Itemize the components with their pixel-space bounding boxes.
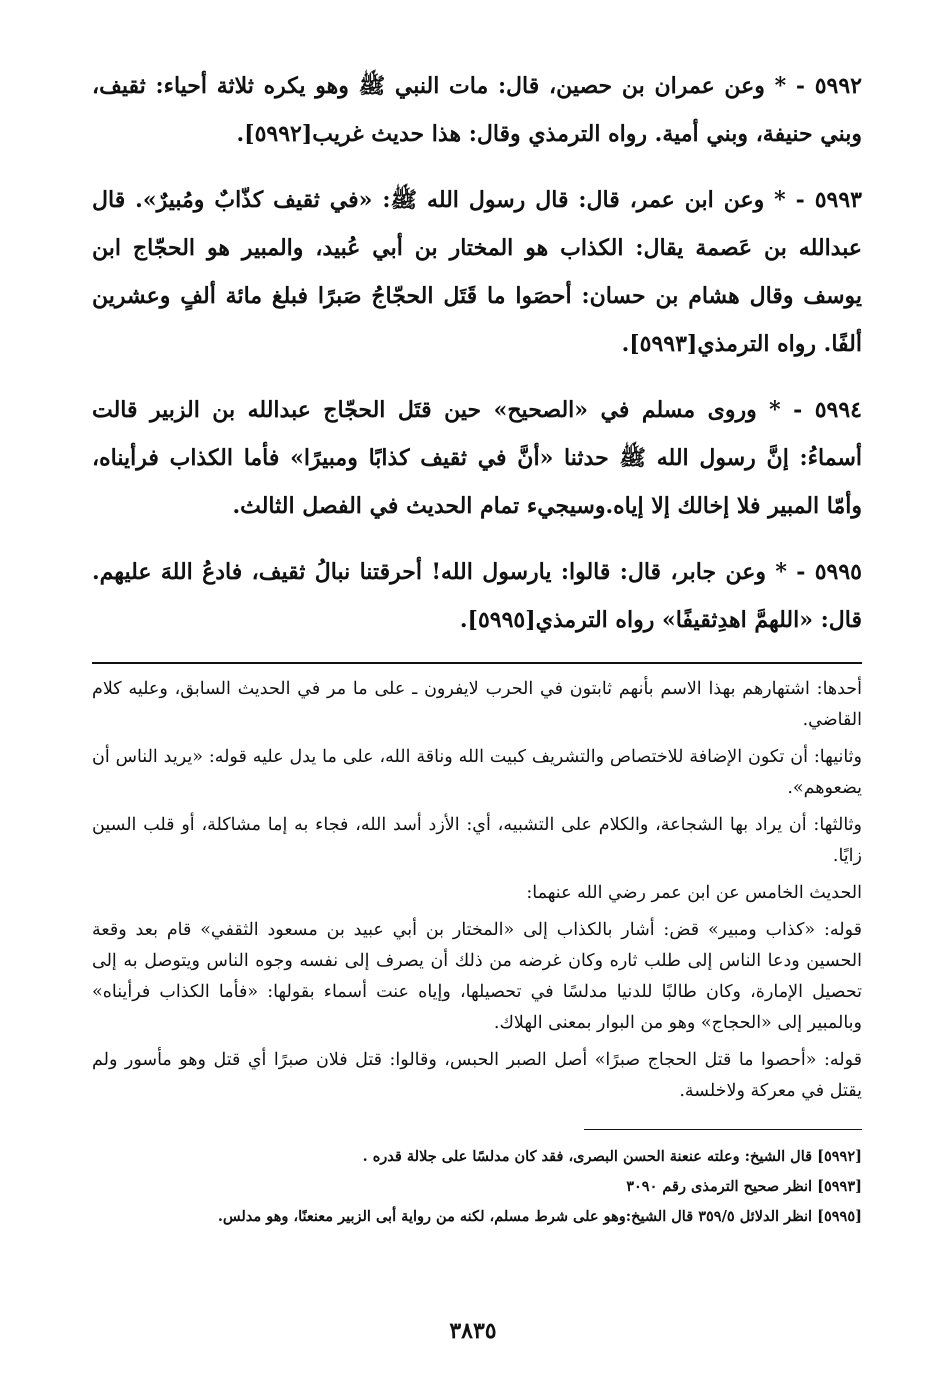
footnote-divider <box>584 1129 862 1130</box>
hadith-section <box>92 62 862 644</box>
commentary-section <box>92 674 862 1107</box>
commentary-paragraph: وثانيها: أن تكون الإضافة للاختصاص والتشريف كبيت الله وناقة الله، على ما يدل عليه قوله: «يريد الناس أن يضعوهم». <box>92 747 862 798</box>
footnote-5992: [٥٩٩٢] قال الشيخ: وعلته عنعنة الحسن البصرى، فقد كان مدلسًا على جلالة قدره . <box>362 1148 862 1165</box>
hadith-5995: ٥٩٩٥ - * وعن جابر، قال: قالوا: يارسول الله! أحرقتنا نبالُ ثقيف، فادعُ اللهَ عليهم. قال: «اللهمَّ اهدِثقيفًا» رواه الترمذي[٥٩٩٥]. <box>92 559 862 633</box>
hadith-5993: ٥٩٩٣ - * وعن ابن عمر، قال: قال رسول الله ﷺ: «في ثقيف كذّابٌ ومُبيرٌ». قال عبدالله بن عَصمة يقال: الكذاب هو المختار بن أبي عُبيد، والمبير هو الحجّاج ابن يوسف وقال هشام بن حسان: أحصَوا ما قَتَل الحجّاجُ صَبرًا فبلغ مائة ألفٍ وعشرين ألفًا. رواه الترمذي[٥٩٩٣]. <box>92 187 862 357</box>
footnote-5995: [٥٩٩٥] انظر الدلائل ٣٥٩/٥ قال الشيخ:وهو على شرط مسلم، لكنه من رواية أبى الزبير معنعنًا، وهو مدلس. <box>217 1208 862 1225</box>
commentary-heading: الحديث الخامس عن ابن عمر رضي الله عنهما: <box>526 883 862 903</box>
hadith-5992: ٥٩٩٢ - * وعن عمران بن حصين، قال: مات النبي ﷺ وهو يكره ثلاثة أحياء: ثقيف، وبني حنيفة، وبني أمية. رواه الترمذي وقال: هذا حديث غريب[٥٩٩٢]. <box>92 73 862 147</box>
footnotes-section <box>92 1142 862 1232</box>
section-divider <box>92 662 862 664</box>
page-number: ٣٨٣٥ <box>449 1318 497 1344</box>
commentary-paragraph: قوله: «أحصوا ما قتل الحجاج صبرًا» أصل الصبر الحبس، وقالوا: قتل فلان صبرًا أي قتل وهو مأسور ولم يقتل في معركة ولاخلسة. <box>92 1050 862 1101</box>
commentary-paragraph: وثالثها: أن يراد بها الشجاعة، والكلام على التشبيه، أي: الأزد أسد الله، فجاء به إما مشاكلة، أو قلب السين زايًا. <box>92 815 862 866</box>
commentary-paragraph: أحدها: اشتهارهم بهذا الاسم بأنهم ثابتون في الحرب لايفرون ـ على ما مر في الحديث السابق، وعليه كلام القاضي. <box>92 679 862 730</box>
commentary-paragraph: قوله: «كذاب ومبير» قض: أشار بالكذاب إلى «المختار بن أبي عبيد بن مسعود الثقفي» قام بعد وقعة الحسين ودعا الناس إلى طلب ثاره وكان غرضه من ذلك أن يصرف إلى نفسه وجوه الناس ويتوصل به إلى تحصيل الإمارة، وكان طالبًا للدنيا مدلسًا في تحصيلها، وإياه عنت أسماء بقولها: «فأما الكذاب فرأيناه» وبالمبير إلى «الحجاج» وهو من البوار بمعنى الهلاك. <box>92 920 862 1033</box>
page-body <box>92 62 862 1232</box>
footnote-5993: [٥٩٩٣] انظر صحيح الترمذى رقم ٣٠٩٠ <box>626 1178 862 1195</box>
hadith-5994: ٥٩٩٤ - * وروى مسلم في «الصحيح» حين قتَل الحجّاج عبدالله بن الزبير قالت أسماءُ: إنَّ رسول الله ﷺ حدثنا «أنَّ في ثقيف كذابًا ومبيرًا» فأما الكذاب فرأيناه، وأمّا المبير فلا إخالك إلا إياه.وسيجيء تمام الحديث في الفصل الثالث. <box>92 397 862 519</box>
